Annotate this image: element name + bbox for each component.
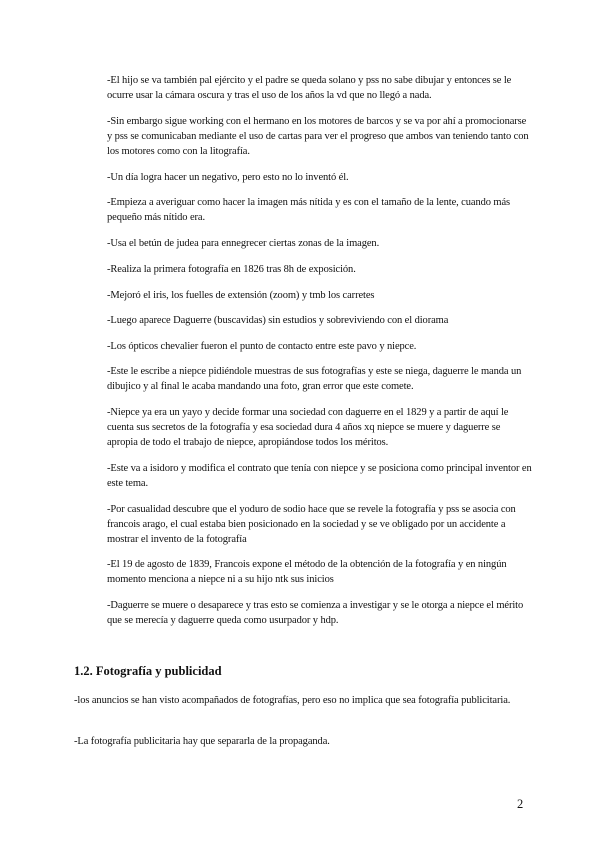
paragraph: -El 19 de agosto de 1839, Francois expone el método de la obtención de la fotografía y en ningún momento menciona a niepce ni a su hijo ntk sus inicios <box>107 559 507 585</box>
paragraph: -El hijo se va también pal ejército y el padre se queda solano y pss no sabe dibujar y entonces se le ocurre usar la cámara oscura y tras el uso de los años la vd que no llegó a nada. <box>107 75 512 101</box>
paragraph: -Por casualidad descubre que el yoduro de sodio hace que se revele la fotografía y pss se asocia con francois arago, el cual estaba bien posicionado en la sociedad y se ve obligado por un accidente a mostrar el invento de la fotografía <box>107 504 516 545</box>
paragraph: -Daguerre se muere o desaparece y tras esto se comienza a investigar y se le otorga a niepce el mérito que se merecía y daguerre queda como usurpador y hdp. <box>107 600 524 626</box>
paragraph: -Realiza la primera fotografía en 1826 tras 8h de exposición. <box>107 264 356 275</box>
paragraph: -los anuncios se han visto acompañados de fotografías, pero eso no implica que sea fotografía publicitaria. <box>74 695 511 706</box>
paragraph: -Usa el betún de judea para ennegrecer ciertas zonas de la imagen. <box>107 238 380 249</box>
paragraph: -Empieza a averiguar como hacer la imagen más nítida y es con el tamaño de la lente, cuando más pequeño más nítido era. <box>107 197 511 223</box>
paragraph: -La fotografía publicitaria hay que separarla de la propaganda. <box>74 736 330 747</box>
paragraph: -Un día logra hacer un negativo, pero esto no lo inventó él. <box>107 172 349 183</box>
paragraph: -Mejoró el iris, los fuelles de extensión (zoom) y tmb los carretes <box>107 290 375 301</box>
paragraph: -Sin embargo sigue working con el hermano en los motores de barcos y se va por ahí a promocionarse y pss se comunicaban mediante el uso de cartas para ver el progreso que ambos van teniendo tanto con los motores como con la litografía. <box>107 116 529 157</box>
paragraph: -Niepce ya era un yayo y decide formar una sociedad con daguerre en el 1829 y a partir de aquí le cuenta sus secretos de la fotografía y esa sociedad dura 4 años xq niepce se muere y daguerre se apropia de todo el trabajo de niepce, apropiándose todos los méritos. <box>107 407 509 448</box>
paragraph: -Este va a isidoro y modifica el contrato que tenía con niepce y se posiciona como principal inventor en este tema. <box>107 463 532 489</box>
paragraph: -Los ópticos chevalier fueron el punto de contacto entre este pavo y niepce. <box>107 341 417 352</box>
paragraph: -Este le escribe a niepce pidiéndole muestras de sus fotografías y este se niega, daguerre le manda un dibujico y al final le acaba mandando una foto, gran error que este comete. <box>107 366 522 392</box>
section-heading: 1.2. Fotografía y publicidad <box>74 664 222 678</box>
paragraph: -Luego aparece Daguerre (buscavidas) sin estudios y sobreviviendo con el diorama <box>107 315 449 326</box>
page-number: 2 <box>517 797 524 811</box>
